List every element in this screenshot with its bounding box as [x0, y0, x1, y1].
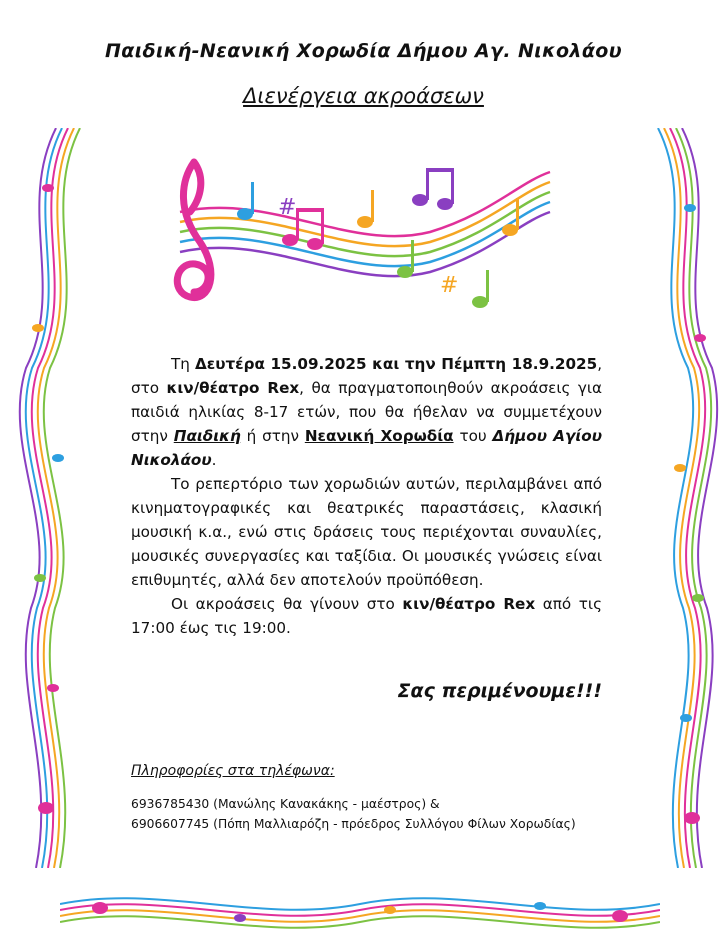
municipality-label: Δήμου Αγίου Νικολάου: [131, 427, 602, 469]
neaniki-choir-label: Νεανική Χορωδία: [304, 427, 454, 445]
left-music-border: [18, 128, 90, 868]
info-heading: Πληροφορίες στα τηλέφωνα:: [131, 763, 335, 779]
paragraph-dates: Τη Δευτέρα 15.09.2025 και την Πέμπτη 18.9.2025, στο κιν/θέατρο Rex, θα πραγματοποιηθούν ακροάσεις για παιδιά ηλικίας 8-17 ετών, που θα ήθελαν να συμμετέχουν στην Παιδική ή στην Νεανική Χορωδία του Δήμου Αγίου Νικολάου.: [131, 355, 603, 469]
page-title: Παιδική-Νεανική Χορωδία Δήμου Αγ. Νικολάου: [105, 40, 622, 62]
paragraph-repertoire: Το ρεπερτόριο των χορωδιών αυτών, περιλαμβάνει από κινηματογραφικές και θεατρικές παραστάσεις, κλασική μουσική κ.α., ενώ στις δράσεις τους περιέχονται συναυλίες, μουσικές συνεργασίες και ταξίδια. Οι μουσικές γνώσεις είναι επιθυμητές, αλλά δεν αποτελούν προϋπόθεση.: [131, 475, 602, 589]
bottom-music-border: [60, 880, 660, 940]
body-text: [131, 352, 602, 640]
paragraph-times: Οι ακροάσεις θα γίνουν στο κιν/θέατρο Rex από τις 17:00 έως τις 19:00.: [131, 595, 602, 637]
right-music-border: [650, 128, 722, 868]
paidiki-choir-label: Παιδική: [173, 427, 241, 445]
svg-text:#: #: [440, 273, 459, 298]
svg-text:#: #: [278, 195, 297, 220]
contact-line: 6936785430 (Μανώλης Κανακάκης - μαέστρος) &: [131, 797, 440, 811]
page-subtitle: Διενέργεια ακροάσεων: [243, 84, 484, 108]
music-notes: [237, 168, 519, 308]
treble-clef-icon: [177, 162, 211, 298]
closing-line: Σας περιμένουμε!!!: [397, 680, 602, 702]
contact-line: 6906607745 (Πόπη Μαλλιαρόζη - πρόεδρος Συλλόγου Φίλων Χορωδίας): [131, 817, 576, 831]
music-banner: [150, 152, 560, 322]
